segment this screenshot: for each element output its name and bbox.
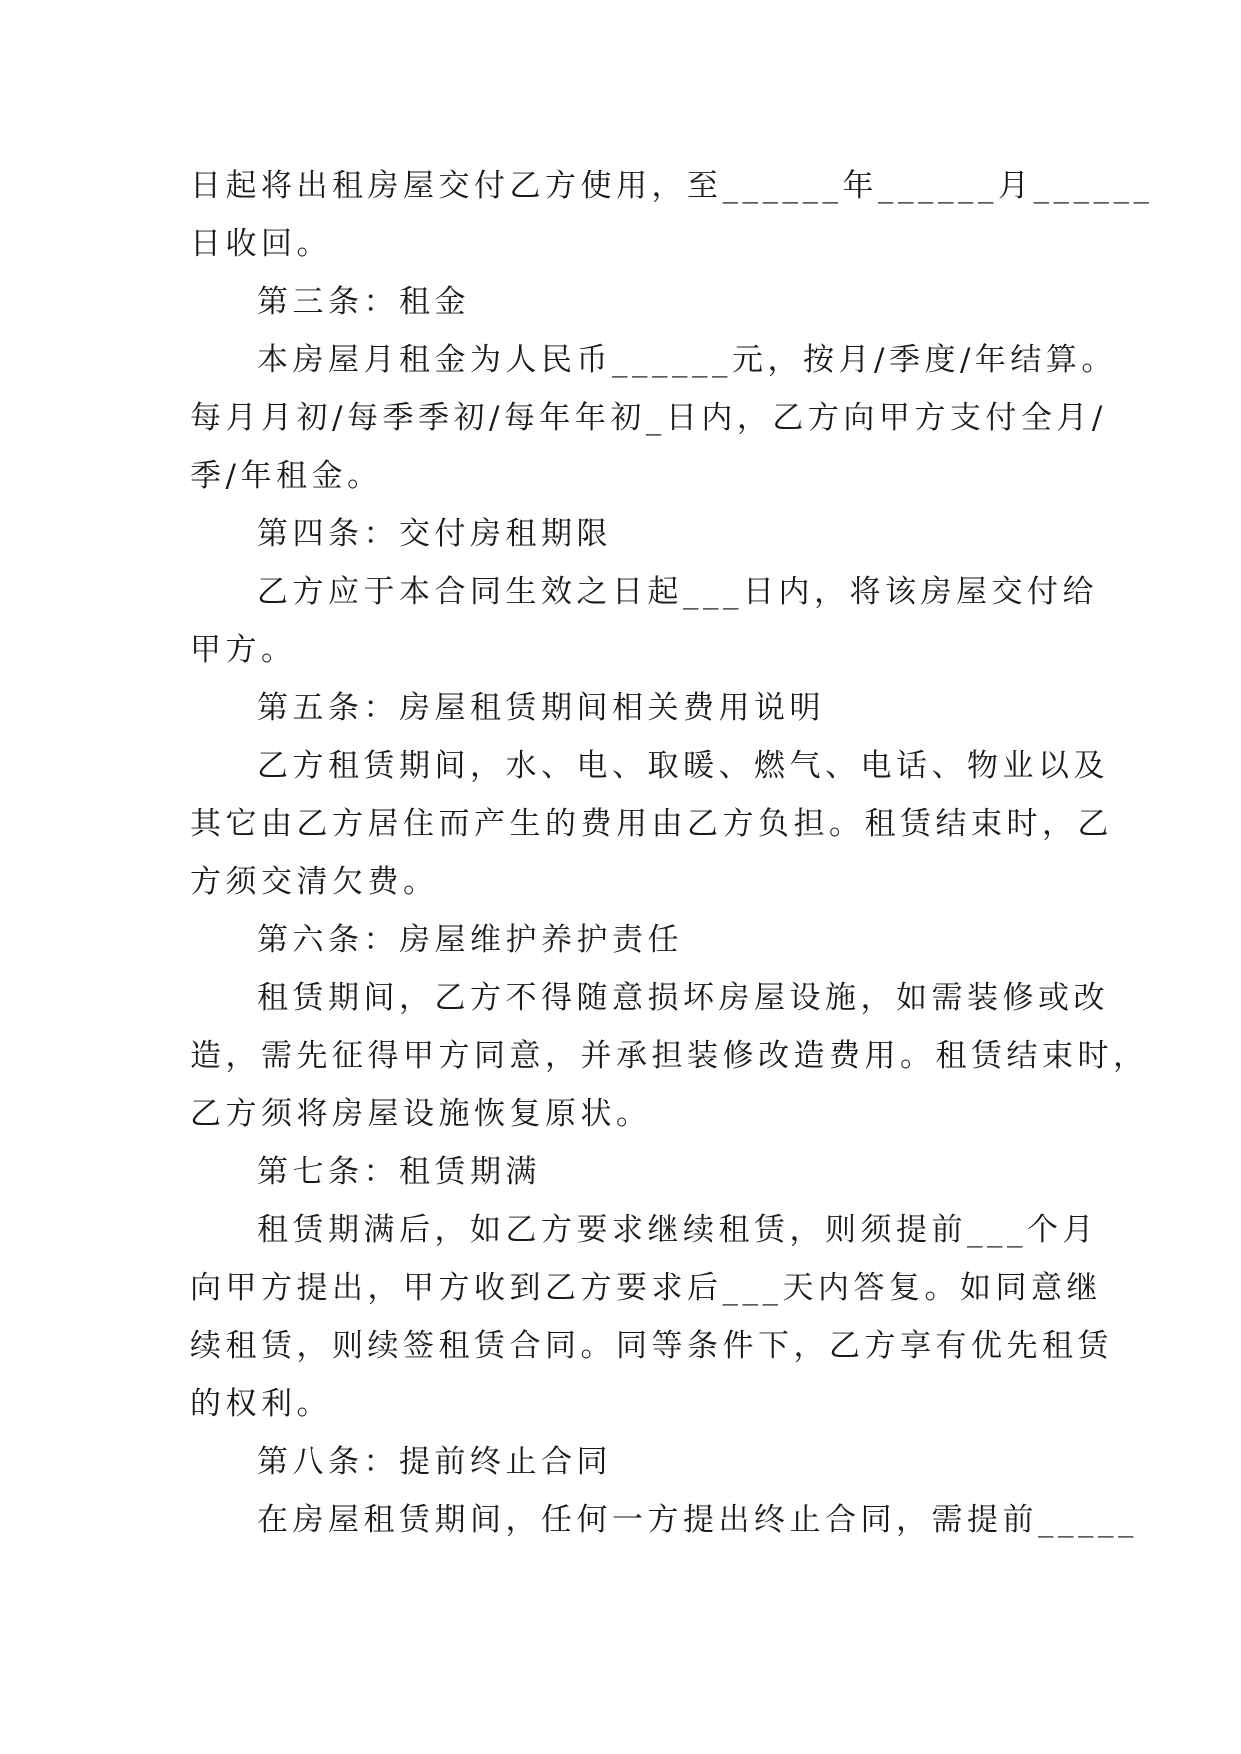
text-line: 乙方租赁期间，水、电、取暖、燃气、电话、物业以及 xyxy=(257,748,1109,784)
text-line: 其它由乙方居住而产生的费用由乙方负担。租赁结束时，乙 xyxy=(190,806,1113,842)
section-heading: 第四条：交付房租期限 xyxy=(257,516,612,552)
text-line: 在房屋租赁期间，任何一方提出终止合同，需提前_____ xyxy=(257,1502,1138,1538)
text-line: 租赁期间，乙方不得随意损坏房屋设施，如需装修或改 xyxy=(257,980,1109,1016)
text-line: 的权利。 xyxy=(190,1386,332,1422)
text-line: 本房屋月租金为人民币______元，按月/季度/年结算。 xyxy=(257,342,1117,378)
section-heading: 第七条：租赁期满 xyxy=(257,1154,541,1190)
section-heading: 第八条：提前终止合同 xyxy=(257,1444,612,1480)
text-line: 向甲方提出，甲方收到乙方要求后___天内答复。如同意继 xyxy=(190,1270,1102,1306)
text-line: 续租赁，则续签租赁合同。同等条件下，乙方享有优先租赁 xyxy=(190,1328,1113,1364)
section-heading: 第六条：房屋维护养护责任 xyxy=(257,922,683,958)
text-line: 方须交清欠费。 xyxy=(190,864,439,900)
text-line: 日起将出租房屋交付乙方使用，至______年______月______ xyxy=(190,168,1154,204)
text-line: 租赁期满后，如乙方要求继续租赁，则须提前___个月 xyxy=(257,1212,1098,1248)
text-line: 每月月初/每季季初/每年年初_日内，乙方向甲方支付全月/ xyxy=(190,400,1107,436)
text-line: 乙方须将房屋设施恢复原状。 xyxy=(190,1096,652,1132)
section-heading: 第三条：租金 xyxy=(257,284,470,320)
text-line: 造，需先征得甲方同意，并承担装修改造费用。租赁结束时， xyxy=(190,1038,1149,1074)
section-heading: 第五条：房屋租赁期间相关费用说明 xyxy=(257,690,825,726)
text-line: 季/年租金。 xyxy=(190,458,383,494)
text-line: 乙方应于本合同生效之日起___日内，将该房屋交付给 xyxy=(257,574,1098,610)
text-line: 甲方。 xyxy=(190,632,297,668)
text-line: 日收回。 xyxy=(190,226,332,262)
